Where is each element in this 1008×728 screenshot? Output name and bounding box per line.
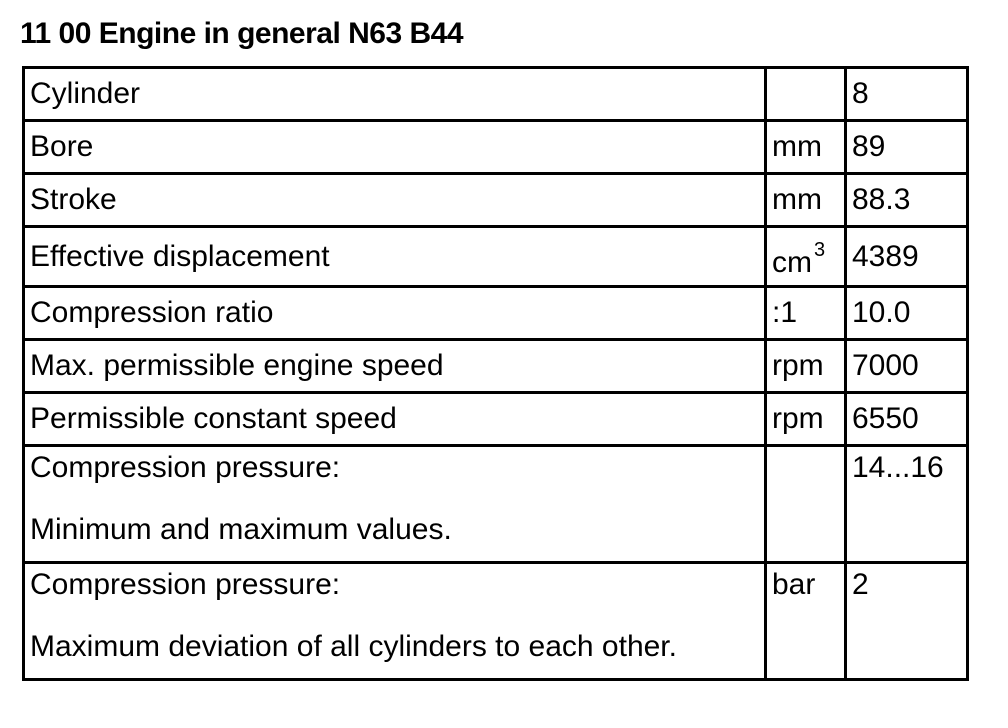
spec-label xyxy=(24,563,766,680)
table-row xyxy=(24,563,968,680)
spec-label: Effective displacement xyxy=(24,227,766,287)
spec-unit: mm xyxy=(766,174,846,227)
spec-unit-base: cm xyxy=(772,246,812,279)
spec-label-line2: Maximum deviation of all cylinders to each other. xyxy=(30,630,677,663)
spec-unit xyxy=(766,68,846,121)
spec-label: Stroke xyxy=(24,174,766,227)
spec-value: 8 xyxy=(846,68,968,121)
spec-unit xyxy=(766,227,846,287)
table-row xyxy=(24,174,968,227)
spec-value: 7000 xyxy=(846,340,968,393)
spec-label: Cylinder xyxy=(24,68,766,121)
spec-label: Max. permissible engine speed xyxy=(24,340,766,393)
spec-unit-exponent: 3 xyxy=(814,239,826,261)
spec-label: Compression ratio xyxy=(24,287,766,340)
table-row xyxy=(24,68,968,121)
spec-unit: bar xyxy=(766,563,846,680)
table-row xyxy=(24,121,968,174)
spec-value: 4389 xyxy=(846,227,968,287)
page-title: 11 00 Engine in general N63 B44 xyxy=(20,17,464,50)
spec-label-line1: Compression pressure: xyxy=(30,451,341,484)
table-row xyxy=(24,393,968,446)
table-row xyxy=(24,227,968,287)
spec-unit: mm xyxy=(766,121,846,174)
table-row xyxy=(24,446,968,563)
spec-unit: rpm xyxy=(766,340,846,393)
spec-label xyxy=(24,446,766,563)
spec-value: 6550 xyxy=(846,393,968,446)
spec-value: 14...16 xyxy=(846,446,968,563)
spec-value: 10.0 xyxy=(846,287,968,340)
table-row xyxy=(24,287,968,340)
engine-spec-table xyxy=(22,66,969,681)
spec-label-line2: Minimum and maximum values. xyxy=(30,513,452,546)
spec-value: 89 xyxy=(846,121,968,174)
spec-label-line1: Compression pressure: xyxy=(30,568,341,601)
spec-unit xyxy=(766,446,846,563)
table-row xyxy=(24,340,968,393)
spec-value: 2 xyxy=(846,563,968,680)
spec-label: Permissible constant speed xyxy=(24,393,766,446)
spec-value: 88.3 xyxy=(846,174,968,227)
spec-label: Bore xyxy=(24,121,766,174)
spec-unit: :1 xyxy=(766,287,846,340)
spec-unit: rpm xyxy=(766,393,846,446)
